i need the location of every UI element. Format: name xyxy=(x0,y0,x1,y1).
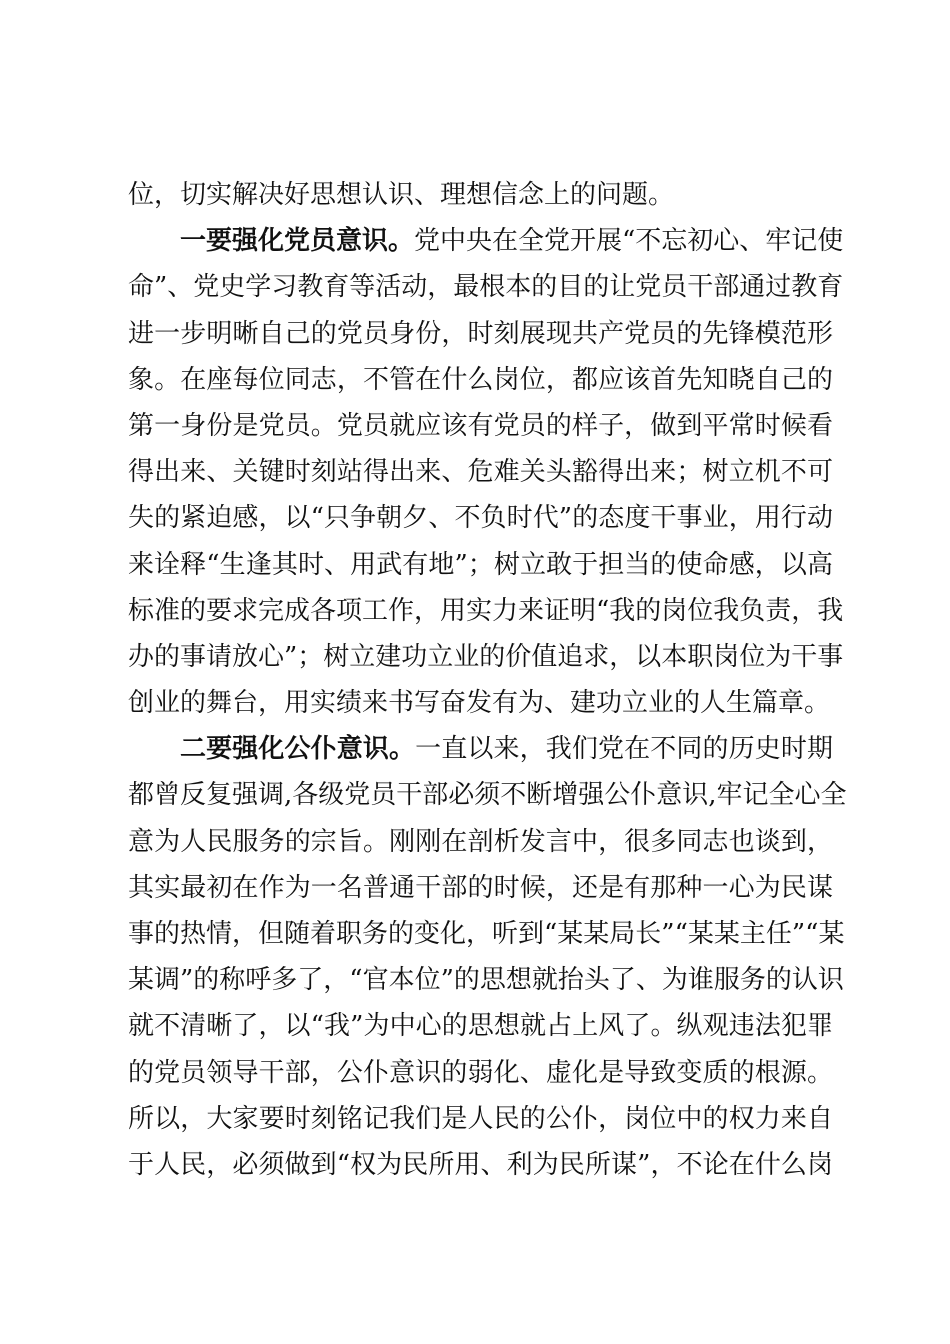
line-text: 创业的舞台，用实绩来书写奋发有为、建功立业的人生篇章。 xyxy=(128,688,831,719)
text-line xyxy=(128,588,844,634)
text-line xyxy=(128,542,833,588)
text-line xyxy=(128,357,833,403)
line-text: 的党员领导干部，公仆意识的弱化、虚化是导致变质的根源。 xyxy=(128,1057,833,1088)
line-text: 于人民，必须做到“权为民所用、利为民所谋”，不论在什么岗 xyxy=(128,1149,833,1180)
text-line xyxy=(128,218,844,264)
text-line xyxy=(128,172,833,218)
text-line xyxy=(128,819,833,865)
text-line xyxy=(128,1003,833,1049)
section-heading: 二要强化公仆意识。 xyxy=(180,734,416,765)
line-text: 所以，大家要时刻铭记我们是人民的公仆，岗位中的权力来自 xyxy=(128,1103,833,1134)
text-line xyxy=(128,634,844,680)
line-text: 第一身份是党员。党员就应该有党员的样子，做到平常时候看 xyxy=(128,410,833,441)
line-text: 其实最初在作为一名普通干部的时候，还是有那种一心为民谋 xyxy=(128,872,833,903)
line-text: 某调”的称呼多了，“官本位”的思想就抬头了、为谁服务的认识 xyxy=(128,965,844,996)
text-line xyxy=(128,911,845,957)
line-text: 象。在座每位同志，不管在什么岗位，都应该首先知晓自己的 xyxy=(128,364,833,395)
section-heading: 一要强化党员意识。 xyxy=(180,226,415,257)
text-line xyxy=(128,957,844,1003)
line-text: 命”、党史学习教育等活动，最根本的目的让党员干部通过教育 xyxy=(128,272,844,303)
line-text: 得出来、关键时刻站得出来、危难关头豁得出来；树立机不可 xyxy=(128,457,833,488)
line-text: 失的紧迫感，以“只争朝夕、不负时代”的态度干事业，用行动 xyxy=(128,503,833,534)
text-line xyxy=(128,772,847,818)
line-text: 事的热情，但随着职务的变化，听到“某某局长”“某某主任”“某 xyxy=(128,919,845,949)
line-text: 就不清晰了，以“我”为中心的思想就占上风了。纵观违法犯罪 xyxy=(128,1011,833,1042)
line-text: 来诠释“生逢其时、用武有地”；树立敢于担当的使命感，以高 xyxy=(128,549,833,580)
line-text: 都曾反复强调,各级党员干部必须不断增强公仆意识,牢记全心全 xyxy=(128,780,847,811)
text-line xyxy=(128,449,833,495)
document-body xyxy=(128,172,847,1188)
text-line xyxy=(128,726,833,772)
line-text: 办的事请放心”；树立建功立业的价值追求，以本职岗位为干事 xyxy=(128,641,844,672)
text-line xyxy=(128,264,844,310)
line-text: 意为人民服务的宗旨。刚刚在剖析发言中，很多同志也谈到， xyxy=(128,826,833,857)
text-line xyxy=(128,495,833,541)
text-line xyxy=(128,403,833,449)
text-line xyxy=(128,311,833,357)
line-text: 党中央在全党开展“不忘初心、牢记使 xyxy=(414,226,844,257)
text-line xyxy=(128,1142,833,1188)
text-line xyxy=(128,1096,833,1142)
text-line xyxy=(128,865,833,911)
line-text: 位，切实解决好思想认识、理想信念上的问题。 xyxy=(128,180,675,210)
line-text: 标准的要求完成各项工作，用实力来证明“我的岗位我负责，我 xyxy=(128,595,844,626)
line-text: 一直以来，我们党在不同的历史时期 xyxy=(415,734,833,765)
line-text: 进一步明晰自己的党员身份，时刻展现共产党员的先锋模范形 xyxy=(128,318,833,349)
text-line xyxy=(128,680,833,726)
text-line xyxy=(128,1050,833,1096)
